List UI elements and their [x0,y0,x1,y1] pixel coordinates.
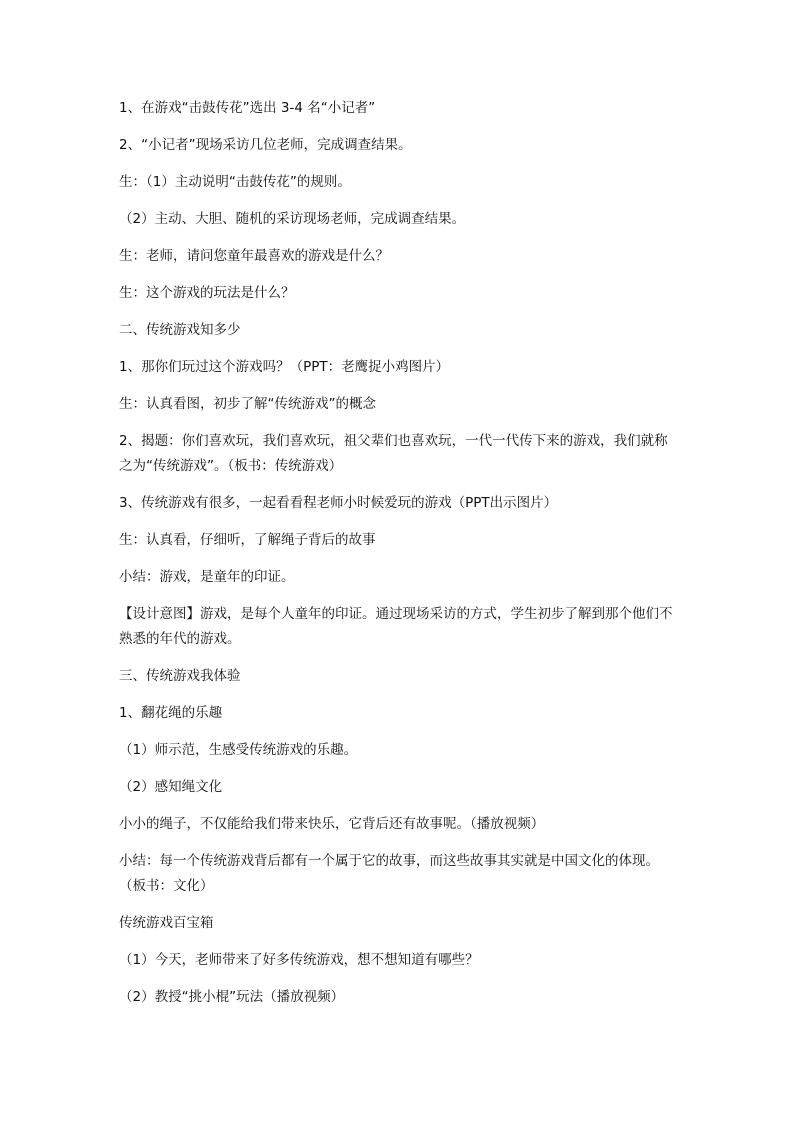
paragraph-22: （1）今天，老师带来了好多传统游戏，想不想知道有哪些？ [119,952,479,968]
paragraph-4: （2）主动、大胆、随机的采访现场老师，完成调查结果。 [119,211,466,227]
paragraph-9: 生：认真看图，初步了解“传统游戏”的概念 [119,396,376,412]
paragraph-13: 小结：游戏，是童年的印证。 [119,569,295,585]
paragraph-20: 小结：每一个传统游戏背后都有一个属于它的故事，而这些故事其实就是中国文化的体现。（板书：文化） [119,853,659,894]
paragraph-23: （2）教授“挑小棍”玩法（播放视频） [119,989,345,1005]
paragraph-18: （2）感知绳文化 [119,779,223,795]
paragraph-19: 小小的绳子，不仅能给我们带来快乐，它背后还有故事呢。（播放视频） [119,816,545,832]
paragraph-1: 1、在游戏“击鼓传花”选出 3-4 名“小记者” [119,100,376,116]
paragraph-2: 2、“小记者”现场采访几位老师，完成调查结果。 [119,137,412,153]
paragraph-8: 1、那你们玩过这个游戏吗？（PPT：老鹰捉小鸡图片） [119,359,450,375]
section-heading-2: 二、传统游戏知多少 [119,322,241,338]
design-intent-paragraph: 【设计意图】游戏，是每个人童年的印证。通过现场采访的方式，学生初步了解到那个他们不熟悉的年代的游戏。 [119,606,673,647]
section-heading-3: 三、传统游戏我体验 [119,668,241,684]
document-body [119,96,679,1022]
paragraph-12: 生：认真看，仔细听，了解绳子背后的故事 [119,532,376,548]
paragraph-6: 生：这个游戏的玩法是什么？ [119,285,295,301]
paragraph-10: 2、揭题：你们喜欢玩，我们喜欢玩，祖父辈们也喜欢玩，一代一代传下来的游戏，我们就称之为“传统游戏”。（板书：传统游戏） [119,433,668,474]
paragraph-3: 生：（1）主动说明“击鼓传花”的规则。 [119,174,351,190]
paragraph-5: 生：老师，请问您童年最喜欢的游戏是什么？ [119,248,389,264]
paragraph-16: 1、翻花绳的乐趣 [119,705,223,721]
paragraph-17: （1）师示范，生感受传统游戏的乐趣。 [119,742,358,758]
paragraph-21: 传统游戏百宝箱 [119,915,214,931]
paragraph-11: 3、传统游戏有很多，一起看看程老师小时候爱玩的游戏（PPT出示图片） [119,495,558,511]
